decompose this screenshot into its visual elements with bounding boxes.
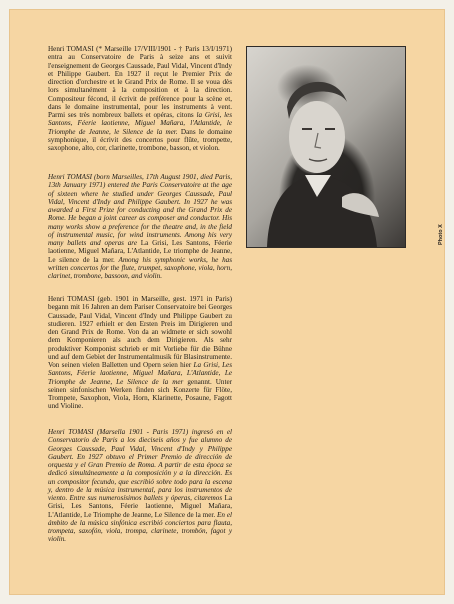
portrait-drawing: [247, 47, 405, 247]
bio-fr-tail: Dans le domaine symphonique, il écrivit des concertos pour flûte, trompette, saxophone, alto, cor, clarinette, trombone, basson, et violon.: [48, 127, 232, 152]
biography-french: [48, 45, 232, 152]
bio-es-lead: Henri TOMASI (Marsella 1901 - Paris 1971) ingresó en el Conservatorio de Paris a los dieciseis años y fue alumno de Georges Caussade, Paul Vidal, Vincent d'Indy y Philippe Gaubert. En 1927 obtuvo el Primer Premio de dirección de orquesta y el Gran Premio de Roma. A partir de esta época se dedicó simultáneamente a la composición y a la dirección. Es un compositor fecundo, que escribió sobre todo para la escena y, dentro de la música instrumental, para los instrumentos de viento. Entre sus numerosísimos ballets y óperas, citaremos: [48, 428, 232, 502]
bio-de-lead: Henri TOMASI (geb. 1901 in Marseille, gest. 1971 in Paris) begann mit 16 Jahren an dem Pariser Conservatoire bei Georges Caussade, Paul Vidal, Vincent d'Indy und Philippe Gaubert zu studieren. 1927 erhielt er den Ersten Preis im Dirigieren und den Grand Prix de Rome. Von da an widmete er sich sowohl dem Komponieren als auch dem Dirigieren. Als sehr produktiver Komponist schrieb er mit Vorliebe für die Bühne und auf dem Gebiet der Instrumentalmusik für Blasinstrumente. Von seinen vielen Balletten und Opern seien hier: [48, 295, 232, 369]
bio-de-works: La Grisi, Les Santons, Féerie laotienne, Miguel Mañara, L'Atlantide, Le Triomphe de Jeanne, Le Silence de la mer: [48, 361, 233, 386]
bio-fr-lead: Henri TOMASI (* Marseille 17/VIII/1901 - † Paris 13/I/1971) entra au Conservatoire de Paris à seize ans et suivit l'enseignement de Georges Caussade, Paul Vidal, Vincent d'Indy et Philippe Gaubert. En 1927 il reçut le Premier Prix de direction d'orchestre et le Grand Prix de Rome. Il se voua dès lors simultanément à la composition et à la direction. Compositeur fécond, il écrivit de préférence pour la scène et, dans le domaine instrumental, pour les instruments à vent. Parmi ses très nombreux ballets et opéras, citons: [48, 45, 232, 119]
bio-de-tail: genannt. Unter seinen sinfonischen Werken finden sich Konzerte für Flöte, Trompete, Saxophon, Viola, Horn, Klarinette, Posaune, Fagott und Violine.: [48, 377, 232, 411]
composer-portrait-photo: [246, 46, 406, 248]
photo-credit: Photo X: [438, 224, 444, 245]
bio-fr-works: la Grisi, les Santons, Féerie laotienne, Miguel Mañara, l'Atlantide, le Triomphe de Jeanne, le Silence de la mer.: [48, 111, 232, 136]
biography-spanish: [48, 428, 232, 544]
bio-es-tail: En el ámbito de la música sinfónica escribió conciertos para flauta, trompeta, saxofón, viola, trompa, clarinete, trombón, fagot y violin.: [48, 510, 232, 544]
biography-german: [48, 295, 232, 411]
booklet-page: [9, 9, 445, 595]
bio-en-lead: Henri TOMASI (born Marseilles, 17th August 1901, died Paris, 13th January 1971) entered the Paris Conservatoire at the age of sixteen where he studied under Georges Caussade, Paul Vidal, Vincent d'Indy and Philippe Gaubert. In 1927 he was awarded a First Prize for conducting and the Grand Prix de Rome. He began a joint career as composer and conductor. His many works show a preference for the theatre and, in the field of instrumental music, for wind instruments. Among his very many ballets and operas are: [48, 173, 232, 247]
bio-es-works: La Grisi, Les Santons, Féerie laotienne, Miguel Mañara, L'Atlantide, Le Triomphe de Jeanne, Le Silence de la mer.: [48, 494, 232, 519]
bio-en-tail: Among his symphonic works, he has written concertos for the flute, trumpet, saxophone, viola, horn, clarinet, trombone, bassoon, and violin.: [48, 255, 232, 280]
biography-english: [48, 173, 232, 280]
bio-en-works: La Grisi, Les Santons, Féerie laotienne, Miguel Mañara, L'Atlantide, Le triomphe de Jeanne, Le silence de la mer.: [48, 239, 232, 264]
